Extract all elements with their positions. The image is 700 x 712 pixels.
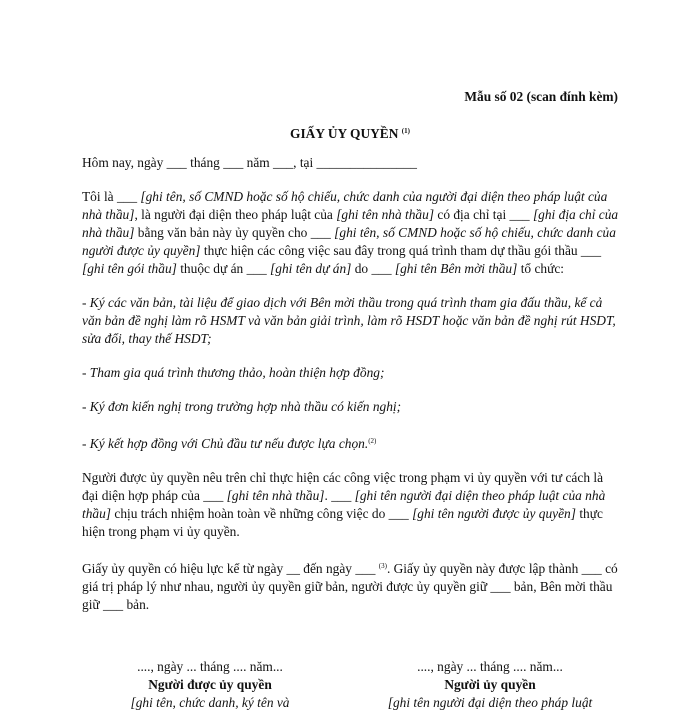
placeholder-authorized-person: [ghi tên, số CMND hoặc số hộ chiếu, chức danh của người được ủy quyền] [82, 225, 616, 258]
task-item: - Ký các văn bản, tài liệu để giao dịch với Bên mời thầu trong quá trình tham gia đấu thầu, kể cả văn bản đề nghị làm rõ HSMT và văn bản giải trình, làm rõ HSDT hoặc văn bản đề nghị rút HSDT, sửa đổi, thay thế HSDT; [82, 295, 616, 346]
task-footnote-ref: (2) [368, 437, 377, 445]
signature-date: ...., ngày ... tháng .... năm... [417, 659, 563, 674]
signature-block-grantor [360, 658, 620, 712]
validity-paragraph [82, 557, 620, 614]
placeholder-authorized-person: [ghi tên người được ủy quyền] [412, 506, 576, 521]
intro-text-5: thực hiện các công việc sau đây trong quá trình tham dự thầu gói thầu ___ [200, 243, 602, 258]
placeholder-legal-representative: [ghi tên người đại diện theo pháp luật của nhà thầu] [82, 488, 606, 521]
intro-text-7: do ___ [351, 261, 395, 276]
scope-text-3: chịu trách nhiệm hoàn toàn về những công việc do ___ [111, 506, 413, 521]
scope-text-2: . ___ [324, 488, 355, 503]
placeholder-contractor-address: [ghi địa chỉ của nhà thầu] [82, 207, 619, 240]
signature-hint-text: [ghi tên người đại diện theo pháp luật [387, 695, 593, 710]
form-number: Mẫu số 02 (scan đính kèm) [464, 89, 618, 104]
signature-role: Người ủy quyền [444, 677, 536, 692]
title-footnote-ref: (1) [401, 127, 410, 135]
intro-text-2: , là người đại diện theo pháp luật của [134, 207, 337, 222]
validity-footnote-ref: (3) [378, 562, 387, 570]
scope-text-1: Người được ủy quyền nêu trên chỉ thực hiện các công việc trong phạm vi ủy quyền với tư cách là đại diện hợp pháp của ___ [82, 470, 604, 503]
task-item: - Tham gia quá trình thương thảo, hoàn thiện hợp đồng; [82, 365, 385, 380]
placeholder-contractor-name: [ghi tên nhà thầu] [336, 207, 435, 222]
intro-text-8: tổ chức: [517, 261, 565, 276]
title-text: GIẤY ỦY QUYỀN [290, 126, 399, 141]
signature-block-authorized [80, 658, 340, 712]
date-line: Hôm nay, ngày ___ tháng ___ năm ___, tại _______________ [82, 155, 417, 170]
placeholder-project-name: [ghi tên dự án] [270, 261, 352, 276]
task-item [82, 432, 620, 453]
intro-paragraph [82, 188, 620, 278]
task-item-text: - Ký kết hợp đồng với Chủ đầu tư nếu được lựa chọn. [82, 436, 369, 451]
document-title [0, 122, 700, 143]
signature-hint [80, 694, 340, 712]
placeholder-package-name: [ghi tên gói thầu] [82, 261, 177, 276]
intro-text-1: Tôi là ___ [82, 189, 141, 204]
validity-text-2: . Giấy ủy quyền này được lập thành ___ có giá trị pháp lý như nhau, người ủy quyền giữ bản, người được ủy quyền giữ ___ bản, Bên mời thầu giữ ___ bản. [82, 561, 618, 612]
signature-role: Người được ủy quyền [148, 677, 272, 692]
placeholder-contractor-name: [ghi tên nhà thầu] [226, 488, 325, 503]
scope-paragraph [82, 469, 620, 541]
document-body [82, 154, 620, 630]
validity-text-1: Giấy ủy quyền có hiệu lực kể từ ngày __ đến ngày ___ [82, 561, 379, 576]
intro-text-4: bằng văn bản này ủy quyền cho ___ [134, 225, 335, 240]
placeholder-procuring-entity: [ghi tên Bên mời thầu] [394, 261, 518, 276]
intro-text-3: có địa chỉ tại ___ [434, 207, 533, 222]
placeholder-representative: [ghi tên, số CMND hoặc số hộ chiếu, chức danh của người đại diện theo pháp luật của nhà thầu] [82, 189, 608, 222]
signature-hint [360, 694, 620, 712]
task-item: - Ký đơn kiến nghị trong trường hợp nhà thầu có kiến nghị; [82, 399, 402, 414]
signature-hint-text: [ghi tên, chức danh, ký tên và [130, 695, 290, 710]
intro-text-6: thuộc dự án ___ [176, 261, 271, 276]
scope-text-4: thực hiện trong phạm vi ủy quyền. [82, 506, 603, 539]
signature-date: ...., ngày ... tháng .... năm... [137, 659, 283, 674]
